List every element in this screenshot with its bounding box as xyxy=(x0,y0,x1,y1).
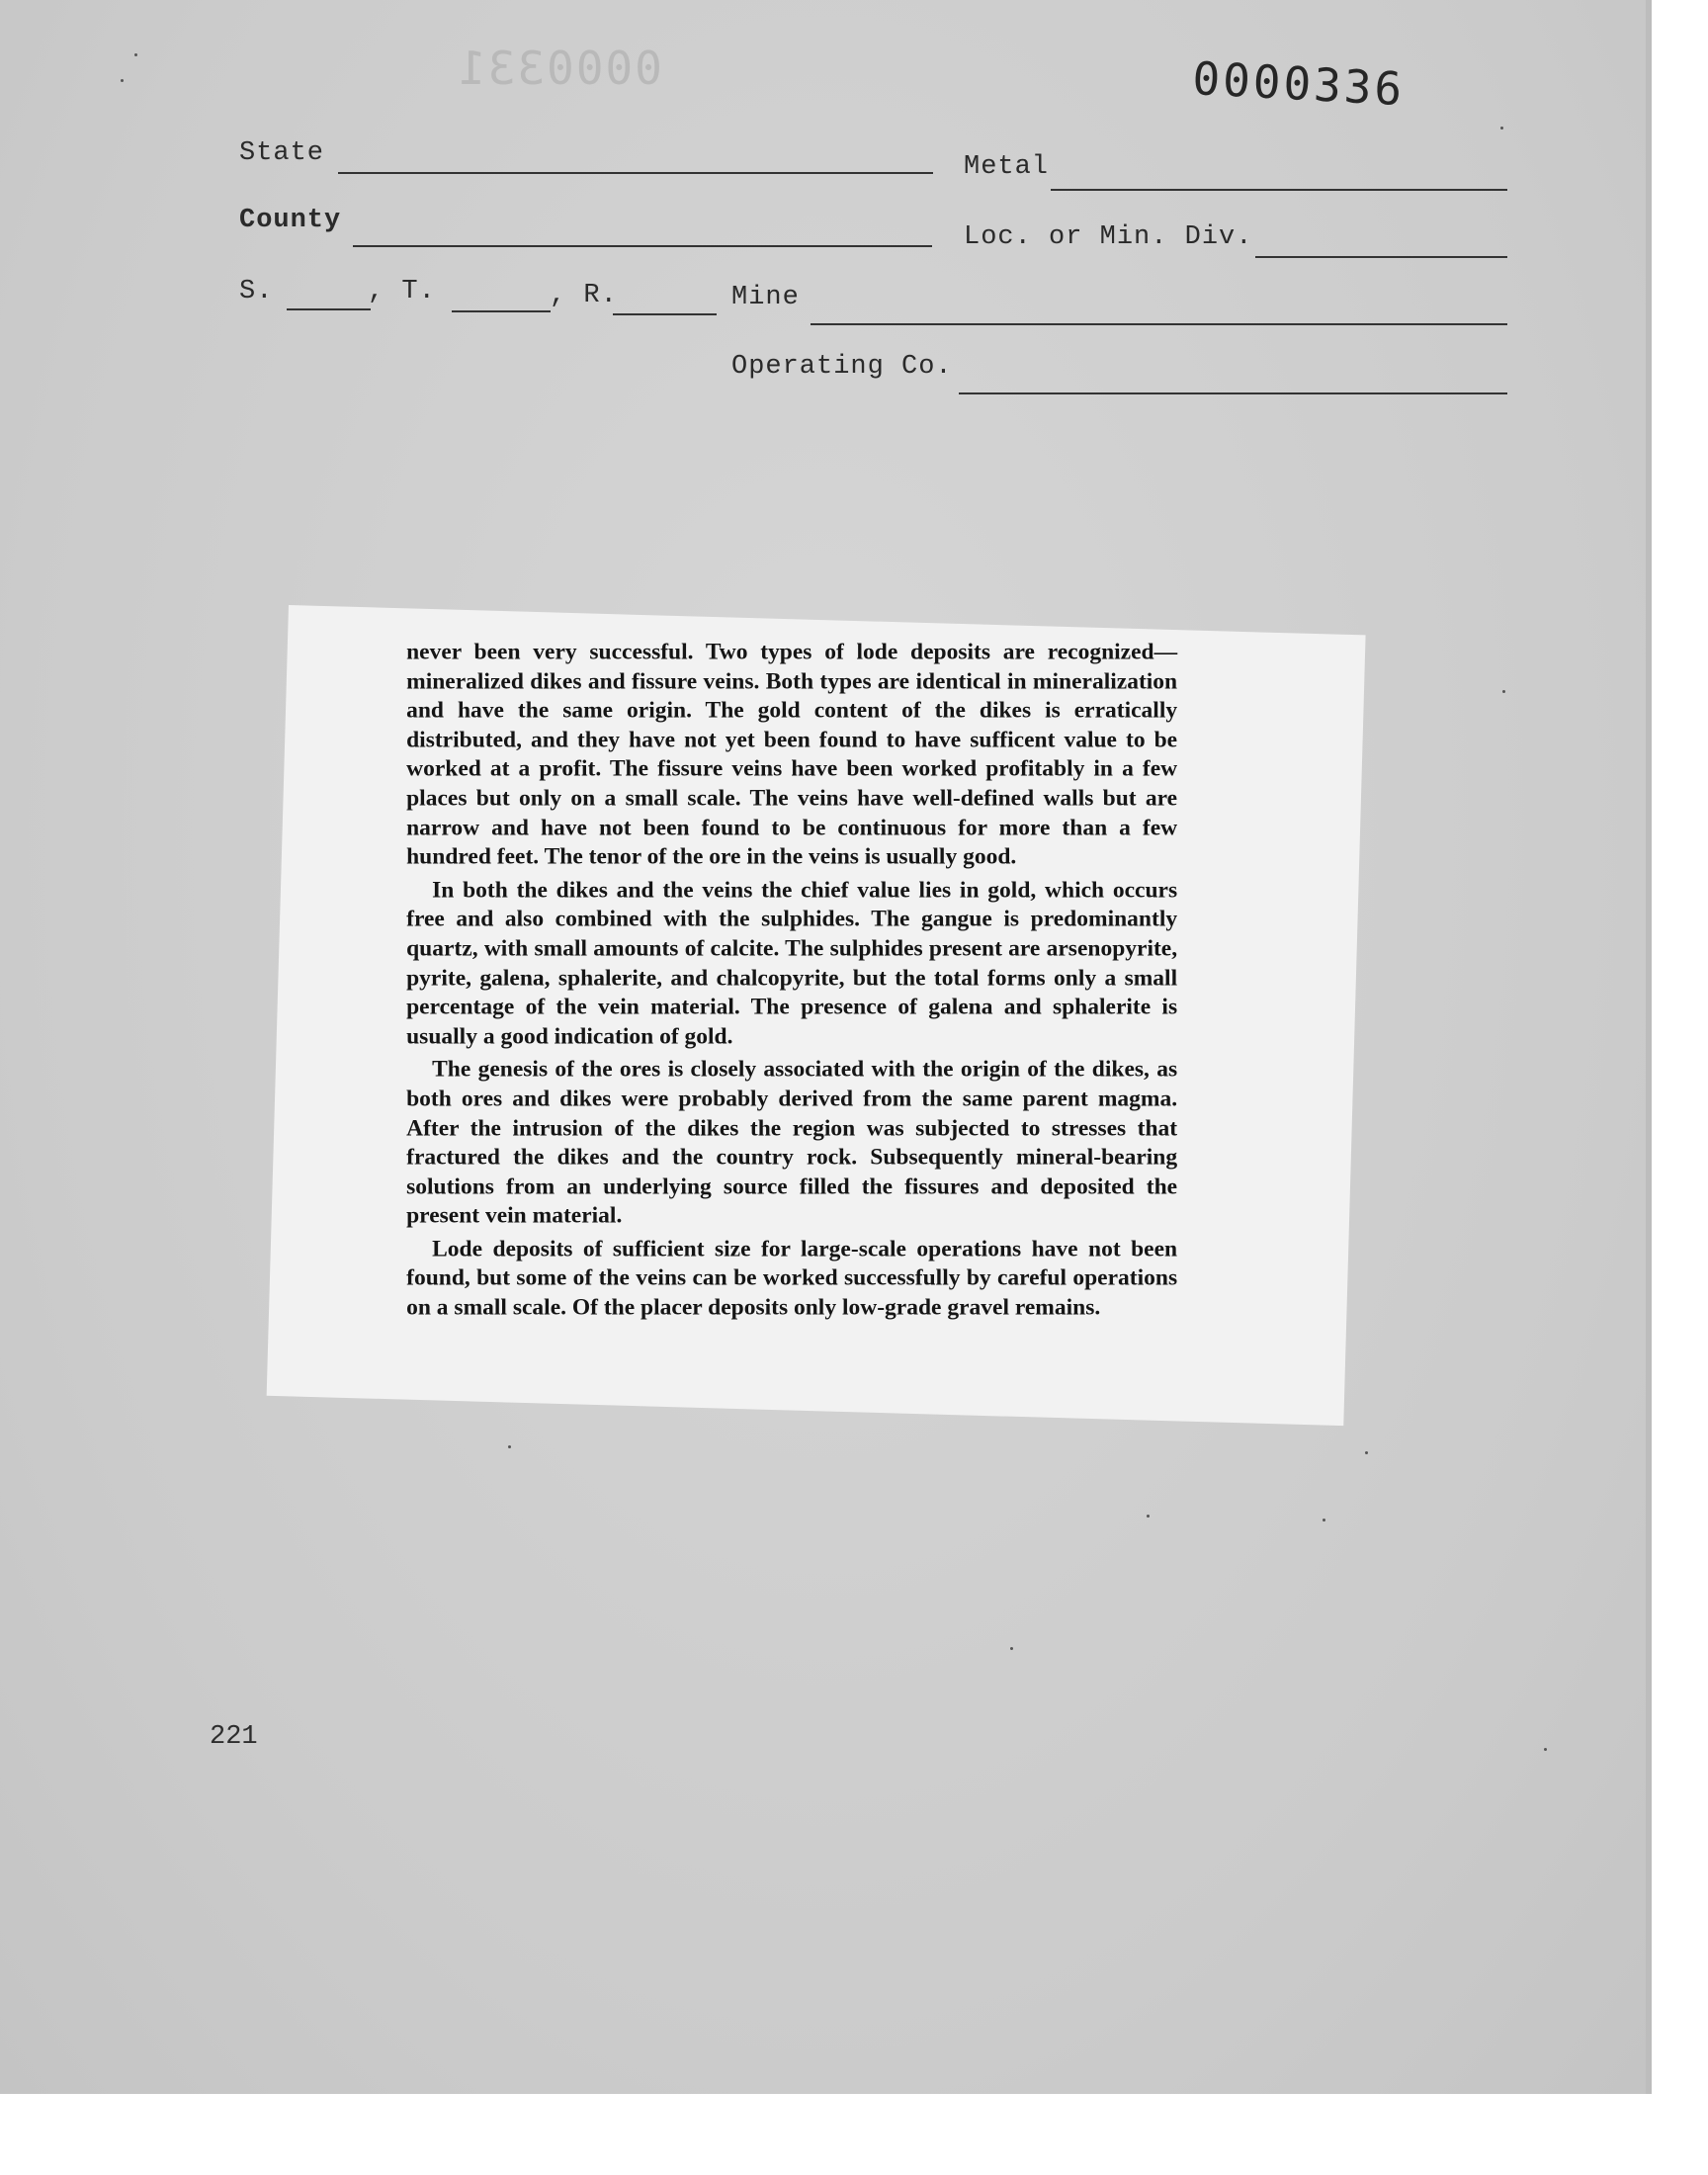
clipping-paragraph: never been very successful. Two types of lode deposits are recognized—mineralized dikes and fissure veins. Both types are identical in mineralization and have the same origin. The gold content of the dikes is erratically distributed, and they have not yet been found to have sufficent value to be worked at a profit. The fissure veins have been worked profitably in a few places but only on a small scale. The veins have well-defined walls but are narrow and have not been found to be continuous for more than a few hundred feet. The tenor of the ore in the veins is usually good. xyxy=(406,639,1178,870)
metal-label: Metal xyxy=(964,152,1050,182)
report-clipping xyxy=(267,605,1366,1426)
range-label: , R. xyxy=(550,281,618,310)
scan-speck xyxy=(1147,1515,1150,1518)
county-field-line[interactable] xyxy=(353,245,932,247)
page-number: 221 xyxy=(210,1722,258,1752)
operating-co-label: Operating Co. xyxy=(731,352,953,382)
scan-speck xyxy=(1502,690,1505,693)
location-label: Loc. or Min. Div. xyxy=(964,222,1253,252)
scan-speck xyxy=(508,1445,511,1448)
location-field-line[interactable] xyxy=(1255,256,1507,258)
state-label: State xyxy=(239,138,325,168)
scan-speck xyxy=(134,53,137,56)
township-field-line[interactable] xyxy=(452,310,551,312)
township-label: , T. xyxy=(368,277,436,306)
range-field-line[interactable] xyxy=(613,313,717,315)
scan-speck xyxy=(1323,1519,1325,1522)
state-field-line[interactable] xyxy=(338,172,933,174)
operating-co-field-line[interactable] xyxy=(959,392,1507,394)
card-edge xyxy=(1646,0,1652,2094)
scan-speck xyxy=(1544,1748,1547,1751)
metal-field-line[interactable] xyxy=(1051,189,1507,191)
mine-field-line[interactable] xyxy=(811,323,1507,325)
ghost-stamp-number: 0000331 xyxy=(457,42,662,95)
section-field-line[interactable] xyxy=(287,308,371,310)
stamp-number: 0000336 xyxy=(1191,51,1407,117)
scan-speck xyxy=(121,79,124,82)
clipping-paragraph: In both the dikes and the veins the chief value lies in gold, which occurs free and also combined with the sulphides. The gangue is predominantly quartz, with small amounts of calcite. The sulphides present are arsenopyrite, pyrite, galena, sphalerite, and chalcopyrite, but the total forms only a small percentage of the vein material. The presence of galena and sphalerite is usually a good indication of gold. xyxy=(406,877,1178,1050)
section-label: S. xyxy=(239,277,274,306)
clipping-text xyxy=(406,638,1177,1323)
clipping-paragraph: The genesis of the ores is closely associated with the origin of the dikes, as both ores and dikes were probably derived from the same parent magma. After the intrusion of the dikes the region was subjected to stresses that fractured the dikes and the country rock. Subsequently mineral-bearing solutions from an underlying source filled the fissures and deposited the present vein material. xyxy=(406,1056,1178,1229)
scan-speck xyxy=(1500,127,1503,130)
clipping-paragraph: Lode deposits of sufficient size for large-scale operations have not been found, but some of the veins can be worked successfully by careful operations on a small scale. Of the placer deposits only low-grade gravel remains. xyxy=(406,1236,1178,1321)
mine-label: Mine xyxy=(731,283,800,312)
scan-speck xyxy=(1010,1647,1013,1650)
scan-speck xyxy=(1365,1451,1368,1454)
county-label: County xyxy=(239,206,342,235)
